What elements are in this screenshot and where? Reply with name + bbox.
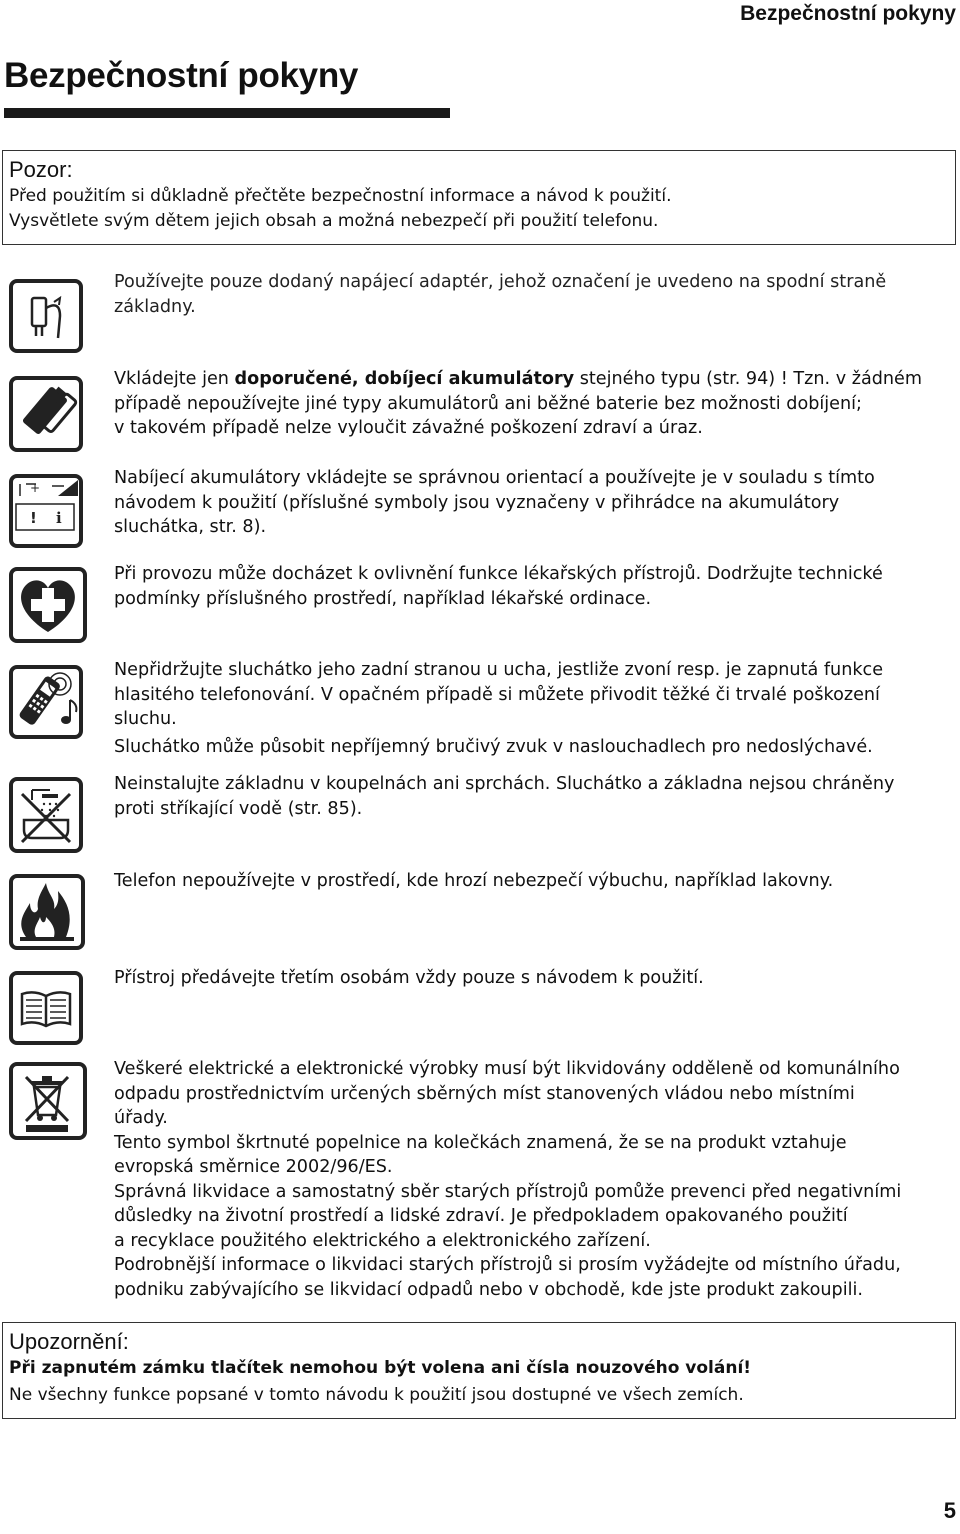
handset-ringing-icon bbox=[8, 664, 84, 740]
notice-line: Ne všechny funkce popsané v tomto návodu k použití jsou dostupné ve všech zemích. bbox=[9, 1385, 744, 1405]
open-book-icon bbox=[8, 970, 84, 1046]
warning-line: Před použitím si důkladně přečtěte bezpečnostní informace a návod k použití. bbox=[9, 186, 672, 206]
crossed-bin-icon bbox=[8, 1061, 88, 1141]
running-header: Bezpečnostní pokyny bbox=[740, 2, 956, 25]
explosion-flame-icon bbox=[8, 873, 86, 951]
item-text: Veškeré elektrické a elektronické výrobky musí být likvidovány odděleně od komunálního odpadu prostřednictvím určených sběrných míst stanovených vládou nebo místními úřady. Tento symbol škrtnuté popelnice na kolečkách znamená, že se na produkt vztahuje evropská směrnice 2002/96/ES. Správná likvidace a samostatný sběr starých přístrojů pomůže prevenci před negativními důsledky na životní prostředí a lidské zdraví. Je předpokladem opakovaného použití a recyklace použitého elektrického a elektronického zařízení. Podrobnější informace o likvidaci starých přístrojů si prosím vyžádejte od místního úřadu, podniku zabývajícího se likvidací odpadů nebo v obchodě, kde jste produkt zakoupili. bbox=[114, 1059, 902, 1300]
battery-icon bbox=[8, 375, 84, 453]
medical-heart-icon bbox=[8, 566, 88, 644]
svg-text:+: + bbox=[30, 481, 41, 495]
page-title: Bezpečnostní pokyny bbox=[4, 56, 359, 95]
svg-text:!: ! bbox=[30, 509, 37, 527]
warning-box bbox=[2, 150, 956, 245]
item-text: Nepřidržujte sluchátko jeho zadní stranou u ucha, jestliže zvoní resp. je zapnutá funkce hlasitého telefonování. V opačném případě si můžete přivodit těžké či trvalé poškození sluchu. Sluchátko může působit nepříjemný bručivý zvuk v naslouchadlech pro nedoslýchavé. bbox=[114, 660, 884, 757]
recommended-batteries: doporučené, dobíjecí akumulátory bbox=[234, 369, 575, 389]
item-text: Používejte pouze dodaný napájecí adaptér, jehož označení je uvedeno na spodní straně základny. bbox=[114, 272, 887, 317]
item-text: Nabíjecí akumulátory vkládejte se správnou orientací a používejte je v souladu s tímto návodem k použití (příslušné symboly jsou vyznačeny v přihrádce na akumulátory sluchátka, str. 8). bbox=[114, 468, 875, 537]
item-text: Při provozu může docházet k ovlivnění funkce lékařských přístrojů. Dodržujte technické podmínky příslušného prostředí, například lékařské ordinace. bbox=[114, 564, 883, 609]
power-adapter-icon bbox=[8, 278, 84, 354]
item-text: Přístroj předávejte třetím osobám vždy pouze s návodem k použití. bbox=[114, 968, 704, 988]
item-text: Vkládejte jen doporučené, dobíjecí akumulátory stejného typu (str. 94) ! Tzn. v žádném případě nepoužívejte jiné typy akumulátorů ani běžné baterie bez možnosti dobíjení; v takovém případě nelze vyloučit závažné poškození zdraví a úraz. bbox=[114, 369, 923, 438]
warning-line: Vysvětlete svým dětem jejich obsah a možná nebezpečí při použití telefonu. bbox=[9, 211, 659, 231]
notice-heading: Upozornění: bbox=[9, 1329, 129, 1354]
notice-box bbox=[2, 1322, 956, 1419]
title-underline bbox=[4, 108, 450, 118]
battery-polarity-icon bbox=[8, 470, 84, 548]
item-text: Telefon nepoužívejte v prostředí, kde hrozí nebezpečí výbuchu, například lakovny. bbox=[114, 871, 834, 891]
svg-text:i: i bbox=[56, 509, 62, 527]
item-text: Neinstalujte základnu v koupelnách ani sprchách. Sluchátko a základna nejsou chráněny proti stříkající vodě (str. 85). bbox=[114, 774, 895, 819]
page-number: 5 bbox=[943, 1498, 956, 1523]
warning-heading: Pozor: bbox=[9, 157, 73, 182]
notice-bold-line: Při zapnutém zámku tlačítek nemohou být volena ani čísla nouzového volání! bbox=[9, 1358, 752, 1378]
no-shower-icon bbox=[8, 776, 84, 854]
